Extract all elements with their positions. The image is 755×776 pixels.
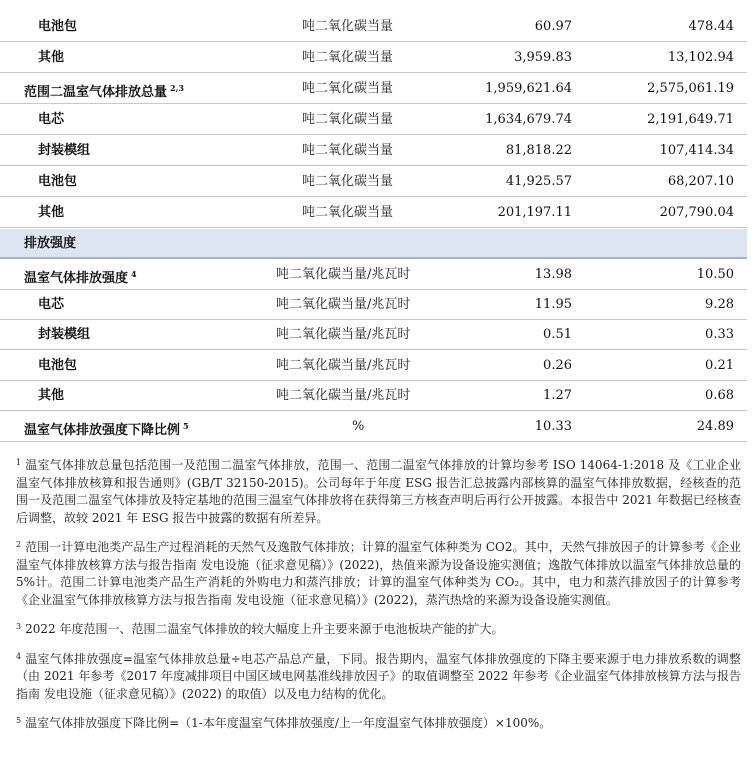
value-2021: 10.50: [696, 267, 734, 282]
table-row: [0, 136, 747, 166]
row-label: 其他: [38, 205, 65, 220]
row-label: 电池包: [38, 19, 78, 34]
row-unit: 吨二氧化碳当量/兆瓦时: [276, 267, 411, 282]
value-2022: 60.97: [534, 19, 572, 34]
row-label-text: 温室气体排放强度: [24, 271, 129, 286]
footnote-number: 2: [16, 540, 22, 549]
value-2022: 11.95: [534, 297, 572, 312]
row-unit: 吨二氧化碳当量: [302, 112, 394, 127]
row-label: 封装模组: [38, 327, 91, 342]
row-label: 电芯: [38, 297, 65, 312]
table-row: [0, 74, 747, 104]
table-row: [0, 290, 747, 320]
footnote-text: 范围一计算电池类产品生产过程消耗的天然气及逸散气体排放；计算的温室气体种类为 CO2。其中，天然气排放因子的计算参考《企业温室气体排放核算方法与报告指南 发电设施（征求意见稿）》(2022)，热值来源为设备设施实测值；逸散气体排放以温室气体排放总量的 5%计。范围二计算电池类产品生产消耗的外购电力和蒸汽排放；计算的温室气体种类为 CO₂。其中，电力和蒸汽排放因子的计算参考《企业温室气体排放核算方法与报告指南 发电设施（征求意见稿）》(2022)，蒸汽热焓的来源为设备设施实测值。: [16, 540, 741, 607]
table-row: [0, 320, 747, 350]
value-2022: 1,959,621.64: [485, 81, 572, 96]
row-label: 封装模组: [38, 143, 91, 158]
value-2022: 81,818.22: [505, 143, 572, 158]
footnote-text: 2022 年度范围一、范围二温室气体排放的较大幅度上升主要来源于电池板块产能的扩大。: [25, 622, 504, 636]
row-unit: 吨二氧化碳当量/兆瓦时: [276, 358, 411, 373]
row-unit: 吨二氧化碳当量/兆瓦时: [276, 327, 411, 342]
value-2022: 1,634,679.74: [485, 112, 572, 127]
footnote-number: 5: [16, 716, 22, 725]
footnote-number: 1: [16, 458, 22, 467]
value-2022: 201,197.11: [497, 205, 572, 220]
row-label: 其他: [38, 50, 65, 65]
footnote-text: 温室气体排放总量包括范围一及范围二温室气体排放，范围一、范围二温室气体排放的计算均参考 ISO 14064-1:2018 及《工业企业温室气体排放核算和报告通则》(GB/T 32150-2015)。公司每年于年度 ESG 报告汇总披露内部核算的温室气体排放数据，经核查的范围一及范围二温室气体排放及特定基地的范围三温室气体排放将在获得第三方核查声明后再行公开披露。本报告中 2021 年数据已经核查后调整，故较 2021 年 ESG 报告中披露的数据有所差异。: [16, 458, 741, 525]
footnote-ref: 5: [183, 421, 189, 431]
table-row: [0, 43, 747, 73]
row-unit: 吨二氧化碳当量: [302, 19, 394, 34]
footnotes: [16, 454, 741, 742]
footnote-ref: 4: [131, 269, 137, 279]
value-2022: 1.27: [543, 388, 572, 403]
row-label: 电池包: [38, 174, 78, 189]
row-unit: 吨二氧化碳当量: [302, 81, 394, 96]
table-row: [0, 381, 747, 411]
table-row: [0, 105, 747, 135]
row-label: [24, 412, 189, 445]
footnote: [16, 536, 741, 609]
value-2021: 0.33: [705, 327, 734, 342]
footnote-number: 4: [16, 651, 22, 661]
value-2022: 10.33: [534, 419, 572, 434]
table-row: [0, 12, 747, 42]
value-2022: 3,959.83: [514, 50, 572, 65]
footnote-ref: 2,3: [170, 83, 184, 93]
table-row: [0, 412, 747, 442]
row-unit: 吨二氧化碳当量: [302, 205, 394, 220]
footnote-number: 3: [16, 622, 22, 631]
value-2022: 41,925.57: [505, 174, 572, 189]
table-row: [0, 198, 747, 228]
value-2021: 107,414.34: [659, 143, 734, 158]
value-2021: 207,790.04: [659, 205, 734, 220]
row-unit: 吨二氧化碳当量: [302, 174, 394, 189]
section-title: 排放强度: [24, 236, 77, 251]
value-2022: 0.51: [543, 327, 572, 342]
footnote-text: 温室气体排放强度下降比例=（1-本年度温室气体排放强度/上一年度温室气体排放强度）×100%。: [25, 716, 552, 730]
row-unit: %: [352, 419, 365, 434]
value-2021: 0.21: [705, 358, 734, 373]
value-2022: 0.26: [543, 358, 572, 373]
footnote: [16, 454, 741, 527]
row-unit: 吨二氧化碳当量: [302, 143, 394, 158]
row-unit: 吨二氧化碳当量: [302, 50, 394, 65]
row-unit: 吨二氧化碳当量/兆瓦时: [276, 297, 411, 312]
row-label: 电芯: [38, 112, 65, 127]
row-unit: 吨二氧化碳当量/兆瓦时: [276, 388, 411, 403]
value-2021: 2,191,649.71: [647, 112, 734, 127]
value-2021: 2,575,061.19: [647, 81, 734, 96]
value-2021: 24.89: [696, 419, 734, 434]
row-label-text: 温室气体排放强度下降比例: [24, 423, 181, 438]
row-label-text: 范围二温室气体排放总量: [24, 85, 168, 100]
value-2021: 478.44: [688, 19, 734, 34]
section-header: [0, 229, 747, 259]
table-row: [0, 167, 747, 197]
footnote: [16, 712, 741, 733]
table-row: [0, 260, 747, 290]
footnote-text: 温室气体排放强度=温室气体排放总量÷电芯产品总产量，下同。报告期内，温室气体排放强度的下降主要来源于电力排放系数的调整（由 2021 年参考《2017 年度减排项目中国区域电网基准线排放因子》的取值调整至 2022 年参考《企业温室气体排放核算方法与报告指南 发电设施（征求意见稿）》(2022) 的取值）以及电力结构的优化。: [16, 651, 741, 701]
footnote: [16, 648, 741, 704]
value-2021: 9.28: [705, 297, 734, 312]
row-label: 电池包: [38, 358, 78, 373]
value-2021: 68,207.10: [667, 174, 734, 189]
table-row: [0, 351, 747, 381]
row-label: 其他: [38, 388, 65, 403]
value-2022: 13.98: [534, 267, 572, 282]
row-label: [24, 260, 137, 293]
value-2021: 13,102.94: [667, 50, 734, 65]
value-2021: 0.68: [705, 388, 734, 403]
footnote: [16, 618, 741, 639]
row-label: [24, 74, 184, 107]
